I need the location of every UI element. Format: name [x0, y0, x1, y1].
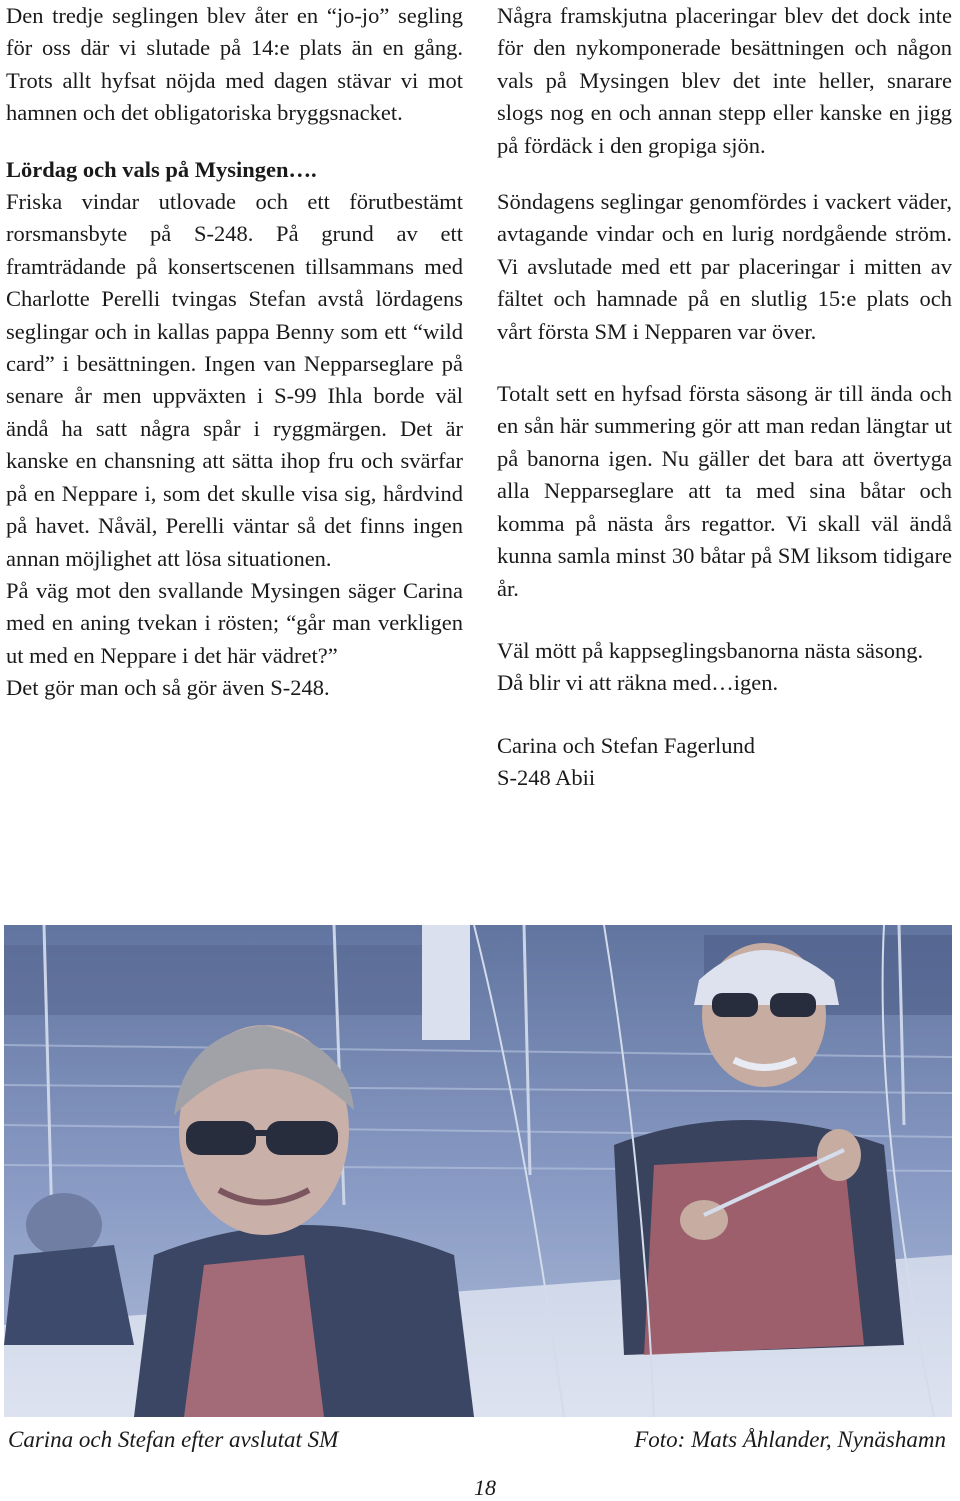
- paragraph: Söndagens seglingar genomfördes i vackert väder, avtagande vindar och en lurig nordgående ström. Vi avslutade med ett par placeringar i mitten av fältet och hamnade på en slutlig 15:e plats och vårt första SM i Nepparen var över.: [497, 189, 952, 344]
- paragraph: Det gör man och så gör även S-248.: [6, 675, 330, 701]
- sailors-photo: [4, 925, 952, 1417]
- signature-boat: S-248 Abii: [497, 765, 596, 791]
- paragraph: Väl mött på kappseglingsbanorna nästa säsong.: [497, 637, 924, 663]
- paragraph: Den tredje seglingen blev åter en “jo-jo” segling för oss där vi slutade på 14:e plats än en gång. Trots allt hyfsat nöjda med dagen stävar vi mot hamnen och det obligatoriska bryggsnacket.: [6, 3, 463, 126]
- signature-names: Carina och Stefan Fagerlund: [497, 732, 756, 758]
- photo-caption: Carina och Stefan efter avslutat SM: [8, 1427, 339, 1452]
- paragraph: Då blir vi att räkna med…igen.: [497, 670, 779, 696]
- article-right-column: [497, 0, 952, 795]
- paragraph: Några framskjutna placeringar blev det dock inte för den nykomponerade besättningen och någon vals på Mysingen blev det inte heller, snarare slogs nog en och annan stepp eller kanske en jigg på fördäck i den gropiga sjön.: [497, 3, 952, 158]
- article-left-column: [6, 0, 463, 705]
- paragraph: Friska vindar utlovade och ett förutbestämt rorsmansbyte på S-248. På grund av ett framträdande på konsertscenen tillsammans med Charlotte Perelli tvingas Stefan avstå lördagens seglingar och in kallas pappa Benny som ett “wild card” i besättningen. Ingen van Nepparseglare på senare år men uppväxten i S-99 Ihla borde väl ändå ha satt några spår i ryggmärgen. Det är kanske en chansning att sätta ihop fru och svärfar på en Neppare i, som det skulle visa sig, hårdvind på havet. Nåväl, Perelli väntar så det finns ingen annan möjlighet att lösa situationen.: [6, 189, 463, 571]
- paragraph: Totalt sett en hyfsad första säsong är till ända och en sån här summering gör att man redan längtar ut på banorna igen. Nu gäller det bara att övertyga alla Nepparseglare att ta med sina båtar och komma på nästa års regattor. Vi skall väl ändå kunna samla minst 30 båtar på SM liksom tidigare år.: [497, 381, 952, 601]
- paragraph: På väg mot den svallande Mysingen säger Carina med en aning tvekan i rösten; “går man verkligen ut med en Neppare i det här vädret?”: [6, 577, 463, 668]
- photo-credit: Foto: Mats Åhlander, Nynäshamn: [634, 1427, 946, 1452]
- section-heading: Lördag och vals på Mysingen….: [6, 156, 317, 182]
- page-number: 18: [474, 1475, 496, 1500]
